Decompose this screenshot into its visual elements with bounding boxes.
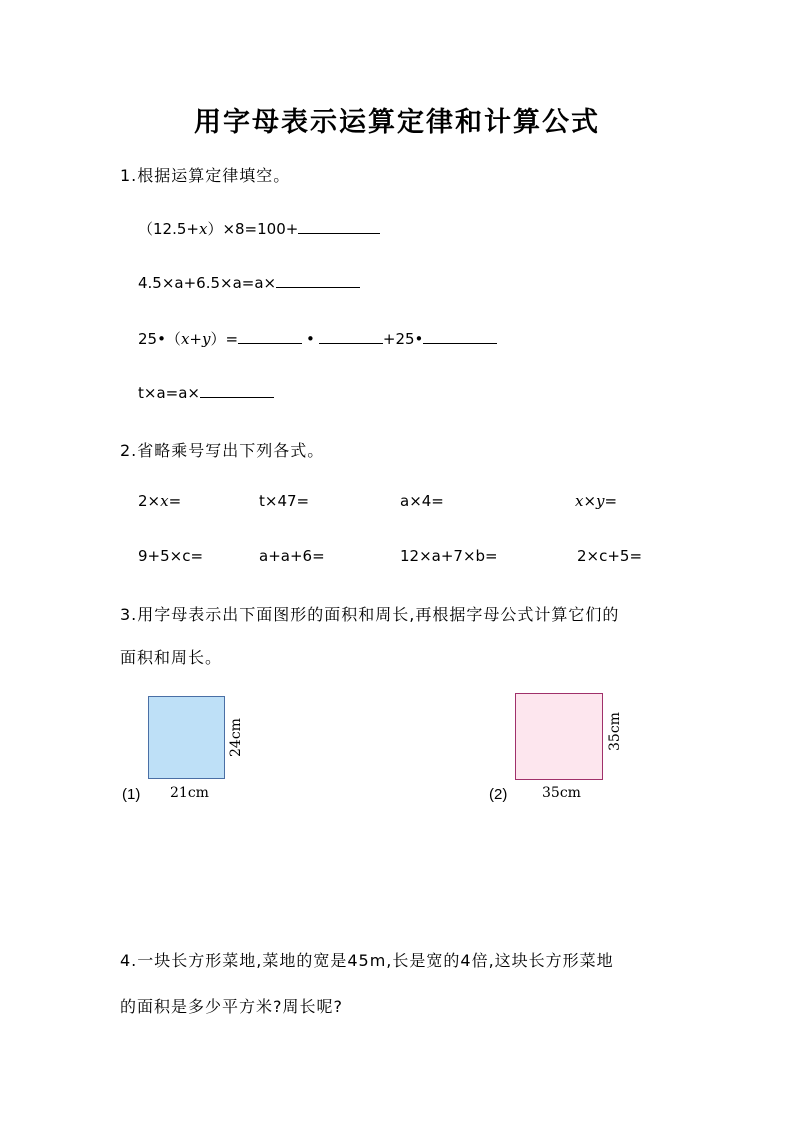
q2-r1-c: a×4= — [400, 492, 444, 510]
answer-blank[interactable] — [238, 329, 302, 344]
q2-r1-a — [138, 492, 181, 510]
answer-blank[interactable] — [200, 383, 274, 398]
answer-blank[interactable] — [319, 329, 383, 344]
q2-r2-c: 12×a+7×b= — [400, 547, 498, 565]
answer-blank[interactable] — [276, 273, 360, 288]
q1-line-4 — [138, 383, 274, 402]
q4-line-1: 4.一块长方形菜地,菜地的宽是45m,长是宽的4倍,这块长方形菜地 — [120, 951, 614, 970]
q2-r2-a: 9+5×c= — [138, 547, 204, 565]
q3-heading-line-1: 3.用字母表示出下面图形的面积和周长,再根据字母公式计算它们的 — [120, 605, 620, 624]
q2-r1-d — [575, 492, 617, 510]
q2-r1-d-y: y — [596, 492, 605, 510]
q1-line-2 — [138, 273, 360, 292]
q1-l2-text: 4.5×a+6.5×a=a× — [138, 274, 277, 292]
q1-l3-dot: • — [306, 330, 315, 348]
q2-heading: 2.省略乘号写出下列各式。 — [120, 441, 325, 460]
figure-2-height-label: 35cm — [607, 712, 623, 751]
figure-1-rectangle — [148, 696, 225, 779]
q1-line-1 — [138, 218, 380, 239]
figure-1-width-label: 21cm — [170, 785, 209, 801]
figure-2-label: (2) — [489, 786, 508, 803]
q1-l3-b: ）= — [210, 330, 239, 348]
q2-r1-a-pre: 2× — [138, 492, 161, 510]
q1-l3-c: +25• — [382, 330, 424, 348]
q2-r1-d-x: x — [575, 492, 584, 510]
q1-heading: 1.根据运算定律填空。 — [120, 166, 291, 185]
q1-l3-plus: + — [189, 330, 202, 348]
q2-r2-d: 2×c+5= — [577, 547, 643, 565]
figure-1-label: (1) — [122, 786, 141, 803]
q2-r1-a-post: = — [168, 492, 182, 510]
q1-l1-post: ）×8=100+ — [207, 220, 299, 238]
answer-blank[interactable] — [423, 329, 497, 344]
q1-l4-text: t×a=a× — [138, 384, 200, 402]
figure-2-square — [515, 693, 603, 780]
q2-r1-d-post: = — [604, 492, 618, 510]
q1-l3-a: 25•（ — [138, 330, 181, 348]
q2-r1-b: t×47= — [259, 492, 310, 510]
page-title: 用字母表示运算定律和计算公式 — [194, 107, 600, 138]
q1-line-3 — [138, 328, 497, 349]
q1-l3-x: x — [180, 330, 190, 348]
figure-2-width-label: 35cm — [542, 785, 581, 801]
q1-l3-y: y — [201, 330, 211, 348]
q1-l1-var: x — [198, 220, 208, 238]
q3-heading-line-2: 面积和周长。 — [120, 648, 223, 667]
q2-r1-d-mid: × — [583, 492, 597, 510]
q4-line-2: 的面积是多少平方米?周长呢? — [120, 997, 343, 1016]
figure-1-height-label: 24cm — [228, 718, 244, 757]
q2-r1-a-var: x — [160, 492, 169, 510]
answer-blank[interactable] — [298, 219, 380, 234]
q2-r2-b: a+a+6= — [259, 547, 325, 565]
q1-l1-pre: （12.5+ — [138, 220, 199, 238]
